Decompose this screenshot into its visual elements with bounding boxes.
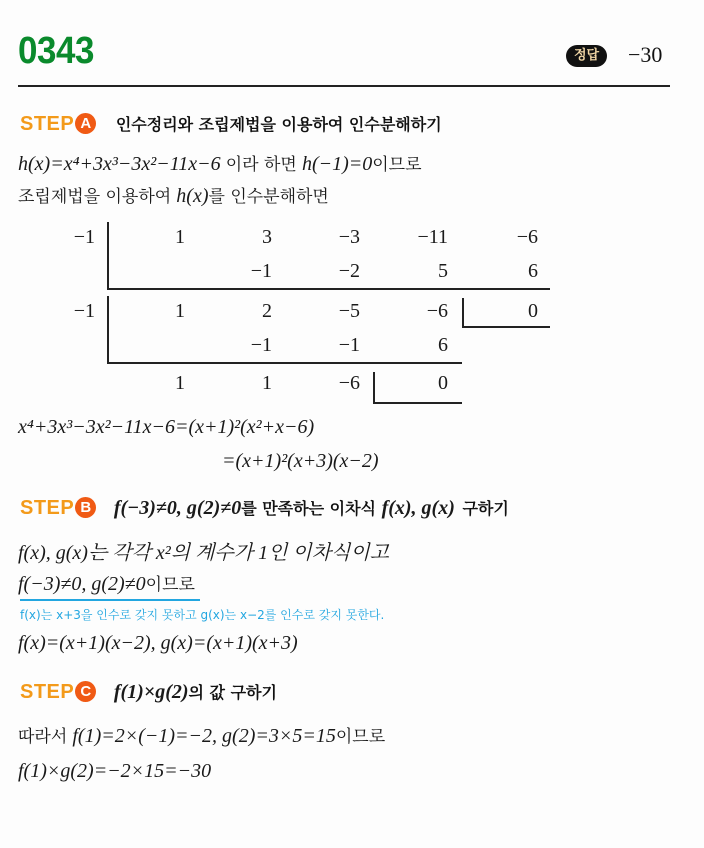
text: 조립제법을 이용하여 <box>18 187 172 207</box>
factorization-line1: x⁴+3x³−3x²−11x−6=(x+1)²(x²+x−6) <box>18 416 315 438</box>
functions-math: f(x), g(x) <box>381 497 455 519</box>
step-b-line2 <box>18 570 195 596</box>
step-a-line2 <box>18 182 329 208</box>
coef: −6 <box>516 226 538 248</box>
division-bar <box>107 222 109 288</box>
remainder: 0 <box>528 300 538 322</box>
coef: −1 <box>250 334 272 356</box>
text: 이라 하면 <box>225 155 297 175</box>
coef: −1 <box>250 260 272 282</box>
divisor-1: −1 <box>73 226 95 248</box>
coef: −5 <box>338 300 360 322</box>
step-b-note: f(x)는 x+3을 인수로 갖지 못하고 g(x)는 x−2를 인수로 갖지 못한다. <box>20 608 385 622</box>
coef: 1 <box>175 300 185 322</box>
coef: 2 <box>262 300 272 322</box>
step-b-title: 를 만족하는 이차식 <box>241 499 376 518</box>
step-label: STEP <box>20 497 75 519</box>
answer-badge: 정답 <box>566 45 607 67</box>
problem-number: 0343 <box>18 30 94 72</box>
remainder-bar <box>462 298 464 326</box>
step-label: STEP <box>20 681 75 703</box>
header-divider <box>18 85 670 87</box>
step-b-heading <box>20 496 509 520</box>
step-b-title-end: 구하기 <box>462 499 509 518</box>
step-a-circle-icon: A <box>75 113 96 134</box>
step-c-circle-icon: C <box>75 681 96 702</box>
coef: 1 <box>175 372 185 394</box>
final-answer: f(1)×g(2)=−2×15=−30 <box>18 760 212 782</box>
step-b-line1: f(x), g(x)는 각각 x²의 계수가 1인 이차식이고 <box>18 542 389 564</box>
coef: −2 <box>338 260 360 282</box>
condition-math: f(−3)≠0, g(2)≠0 <box>18 573 146 595</box>
step-a-heading <box>20 112 442 136</box>
evaluation-math: f(1)=2×(−1)=−2, g(2)=3×5=15 <box>72 725 336 747</box>
coef: −11 <box>417 226 448 248</box>
product-math: f(1)×g(2) <box>113 681 189 703</box>
condition-math: f(−3)≠0, g(2)≠0 <box>113 497 242 519</box>
step-c-title: 의 값 구하기 <box>188 683 277 702</box>
coef: −1 <box>338 334 360 356</box>
division-line <box>107 288 550 290</box>
remainder-bar <box>373 372 375 402</box>
coef: 3 <box>262 226 272 248</box>
coef: 6 <box>438 334 448 356</box>
h-at-minus-one: h(−1)=0 <box>301 153 373 175</box>
division-bar <box>107 296 109 362</box>
coef: 1 <box>262 372 272 394</box>
step-b-result: f(x)=(x+1)(x−2), g(x)=(x+1)(x+3) <box>18 632 298 654</box>
text: 를 인수분해하면 <box>208 187 329 207</box>
h-definition: h(x)=x⁴+3x³−3x²−11x−6 <box>18 153 221 175</box>
divisor-2: −1 <box>73 300 95 322</box>
step-b-circle-icon: B <box>75 497 96 518</box>
coef: 1 <box>175 226 185 248</box>
remainder-line <box>462 326 550 328</box>
text: 이므로 <box>145 575 195 595</box>
text: 이므로 <box>372 155 422 175</box>
answer-value: −30 <box>628 42 663 67</box>
step-a-title: 인수정리와 조립제법을 이용하여 인수분해하기 <box>115 115 442 134</box>
factorization-line2: =(x+1)²(x+3)(x−2) <box>222 450 379 472</box>
step-label: STEP <box>20 113 75 135</box>
coef: 6 <box>528 260 538 282</box>
remainder: 0 <box>438 372 448 394</box>
highlight-underline <box>20 599 200 601</box>
coef: −6 <box>338 372 360 394</box>
coef: −3 <box>338 226 360 248</box>
remainder-line <box>373 402 462 404</box>
coef: 5 <box>438 260 448 282</box>
step-c-heading <box>20 680 277 704</box>
text: 따라서 <box>18 727 68 747</box>
step-a-line1 <box>18 150 422 176</box>
step-c-line1 <box>18 722 385 748</box>
coef: −6 <box>426 300 448 322</box>
h-of-x: h(x) <box>176 185 209 207</box>
text: 이므로 <box>335 727 386 747</box>
division-line <box>107 362 462 364</box>
